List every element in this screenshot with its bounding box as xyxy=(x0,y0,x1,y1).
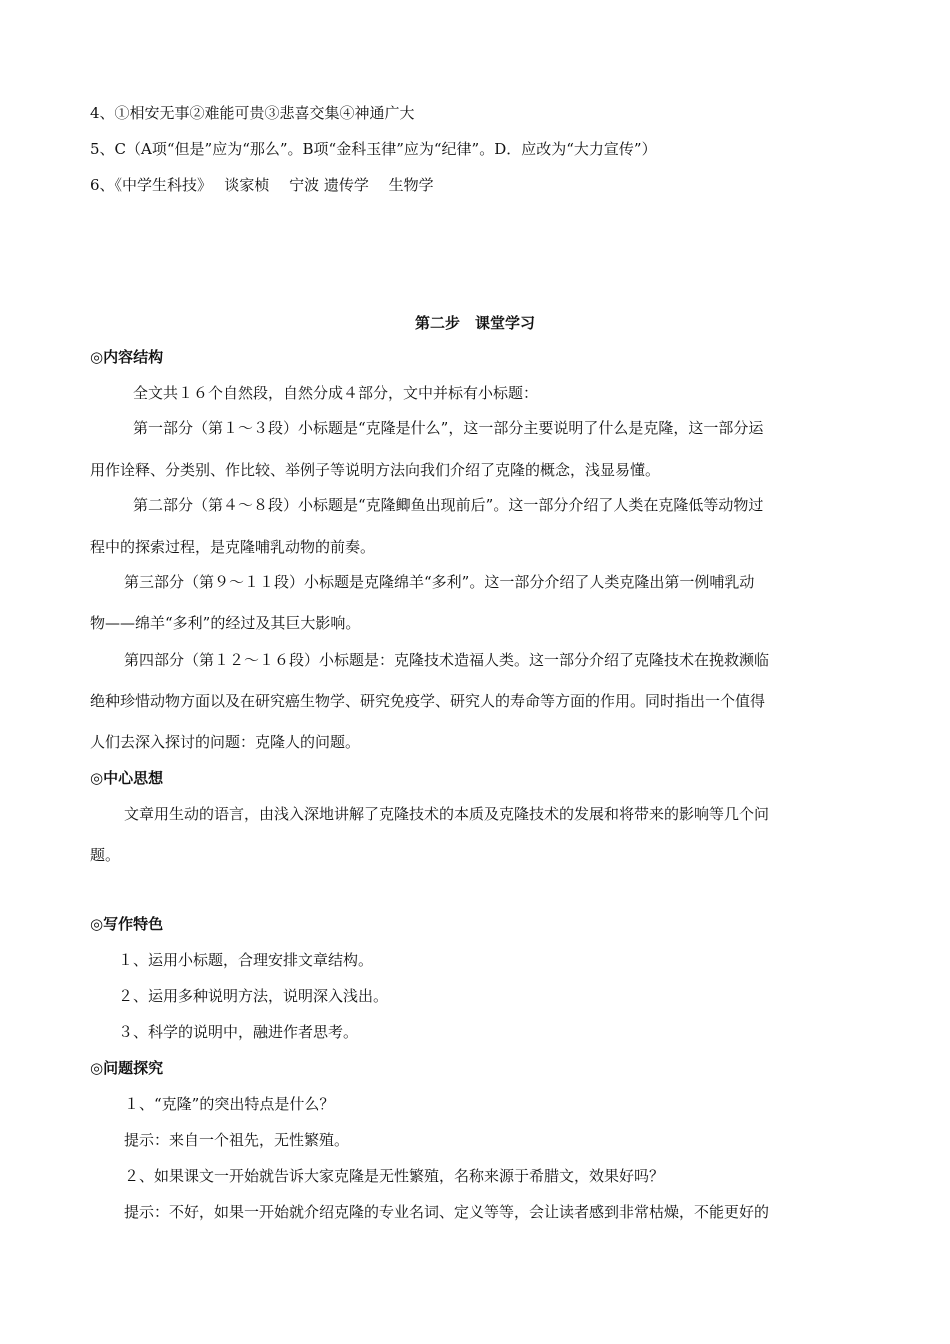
hint-2: 提示：不好，如果一开始就介绍克隆的专业名词、定义等等，会让读者感到非常枯燥，不能更好的 xyxy=(124,1203,770,1221)
part2-line2: 程中的探索过程，是克隆哺乳动物的前奏。 xyxy=(90,538,376,556)
inquiry-heading: ◎问题探究 xyxy=(90,1059,164,1077)
central-idea-heading: ◎中心思想 xyxy=(90,769,164,787)
question-1: １、“克隆”的突出特点是什么？ xyxy=(124,1095,335,1113)
answer-6: 6、《中学生科技》 谈家桢 宁波 遗传学 生物学 xyxy=(90,176,434,194)
writing-features-heading: ◎写作特色 xyxy=(90,915,164,933)
central-idea-line1: 文章用生动的语言，由浅入深地讲解了克隆技术的本质及克隆技术的发展和将带来的影响等几个问 xyxy=(124,805,770,823)
content-structure-intro: 全文共１６个自然段，自然分成４部分，文中并标有小标题： xyxy=(133,384,539,402)
feature-item: １、运用小标题，合理安排文章结构。 xyxy=(118,951,374,969)
part4-line1: 第四部分（第１２～１６段）小标题是：克隆技术造福人类。这一部分介绍了克隆技术在挽救濒临 xyxy=(124,651,770,669)
part4-line3: 人们去深入探讨的问题：克隆人的问题。 xyxy=(90,733,361,751)
part1-line2: 用作诠释、分类别、作比较、举例子等说明方法向我们介绍了克隆的概念，浅显易懂。 xyxy=(90,461,661,479)
section-title: 第二步 课堂学习 xyxy=(414,314,535,332)
part2-line1: 第二部分（第４～８段）小标题是“克隆鲫鱼出现前后”。这一部分介绍了人类在克隆低等动物过 xyxy=(133,496,764,514)
answer-5: 5、C（A项“但是”应为“那么”。B项“金科玉律”应为“纪律”。D．应改为“大力宣传”） xyxy=(90,140,657,158)
feature-item: ３、科学的说明中，融进作者思考。 xyxy=(118,1023,359,1041)
content-structure-heading: ◎内容结构 xyxy=(90,348,164,366)
answer-4: 4、①相安无事②难能可贵③悲喜交集④神通广大 xyxy=(90,104,415,122)
part3-line1: 第三部分（第９～１１段）小标题是克隆绵羊“多利”。这一部分介绍了人类克隆出第一例哺乳动 xyxy=(124,573,755,591)
part3-line2: 物——绵羊“多利”的经过及其巨大影响。 xyxy=(90,614,361,632)
hint-1: 提示：来自一个祖先，无性繁殖。 xyxy=(124,1131,350,1149)
part4-line2: 绝种珍惜动物方面以及在研究癌生物学、研究免疫学、研究人的寿命等方面的作用。同时指出一个值得 xyxy=(90,692,766,710)
question-2: ２、如果课文一开始就告诉大家克隆是无性繁殖，名称来源于希腊文，效果好吗？ xyxy=(124,1167,665,1185)
feature-item: ２、运用多种说明方法，说明深入浅出。 xyxy=(118,987,389,1005)
part1-line1: 第一部分（第１～３段）小标题是“克隆是什么”，这一部分主要说明了什么是克隆，这一部分运 xyxy=(133,419,764,437)
central-idea-line2: 题。 xyxy=(90,846,121,864)
